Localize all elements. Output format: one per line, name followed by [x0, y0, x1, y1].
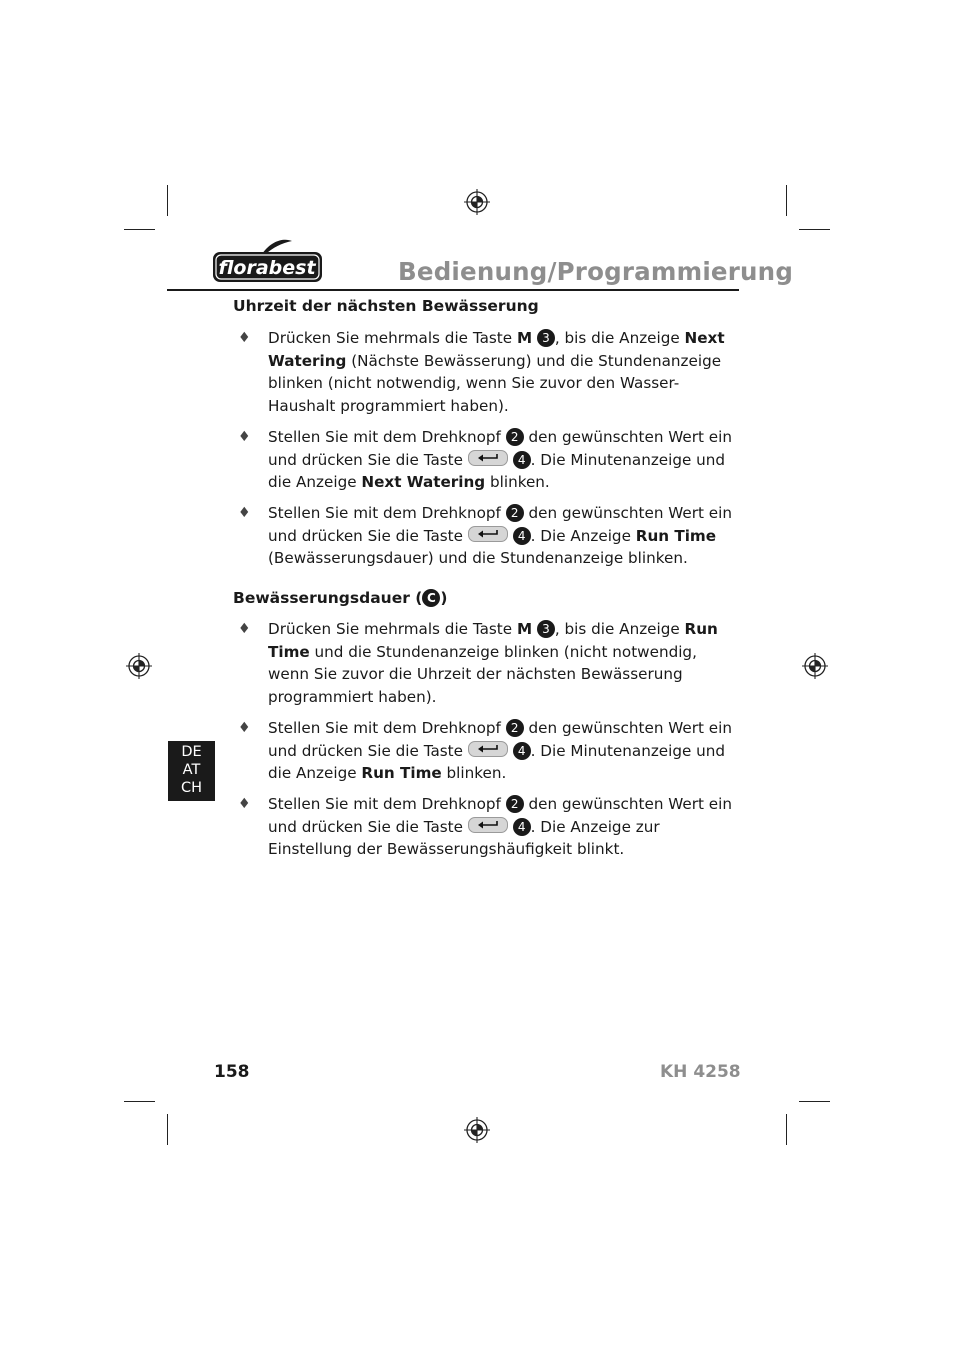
number-badge: 2 — [506, 719, 524, 737]
crop-mark — [167, 185, 168, 216]
number-badge: 4 — [513, 818, 531, 836]
crop-mark — [124, 229, 155, 230]
number-badge: 2 — [506, 428, 524, 446]
diamond-bullet-icon: ♦ — [238, 505, 251, 521]
list-item: Stellen Sie mit dem Drehknopf 2 den gewünschten Wert ein und drücken Sie die Taste 4 . Die Anzeige zur Einstellung der Bewässerungshäufigkeit blinkt. — [268, 795, 732, 859]
diamond-bullet-icon: ♦ — [238, 429, 251, 445]
diamond-bullet-icon: ♦ — [238, 621, 251, 637]
logo-text: florabest — [218, 257, 316, 279]
crop-mark — [799, 1101, 830, 1102]
enter-key-icon — [468, 817, 508, 833]
crop-mark — [124, 1101, 155, 1102]
list-item: Stellen Sie mit dem Drehknopf 2 den gewünschten Wert ein und drücken Sie die Taste 4 . Die Minutenanzeige und die Anzeige Run Time blinken. — [268, 719, 732, 783]
model-number: KH 4258 — [660, 1062, 741, 1082]
number-badge: 3 — [537, 620, 555, 638]
enter-key-icon — [468, 741, 508, 757]
enter-key-icon — [468, 526, 508, 542]
language-code: CH — [180, 780, 203, 796]
crop-mark — [799, 229, 830, 230]
diamond-bullet-icon: ♦ — [238, 330, 251, 346]
letter-badge: C — [422, 589, 440, 607]
registration-mark-icon — [464, 1117, 490, 1143]
number-badge: 4 — [513, 451, 531, 469]
registration-mark-icon — [126, 653, 152, 679]
number-badge: 4 — [513, 742, 531, 760]
language-code: AT — [182, 762, 201, 778]
header-divider — [167, 289, 739, 291]
list-item: Stellen Sie mit dem Drehknopf 2 den gewünschten Wert ein und drücken Sie die Taste 4 . Die Minutenanzeige und die Anzeige Next Watering blinken. — [268, 428, 732, 492]
number-badge: 2 — [506, 795, 524, 813]
list-item: Drücken Sie mehrmals die Taste M 3 , bis die Anzeige Next Watering (Nächste Bewässerung) und die Stundenanzeige blinken (nicht notwendig, wenn Sie zuvor den Wasser-Haushalt programmiert haben). — [268, 329, 725, 415]
registration-mark-icon — [802, 653, 828, 679]
list-item: Drücken Sie mehrmals die Taste M 3 , bis die Anzeige Run Time und die Stundenanzeige blinken (nicht notwendig, wenn Sie zuvor die Uhrzeit der nächsten Bewässerung programmiert haben). — [268, 620, 718, 706]
language-code: DE — [181, 744, 202, 760]
number-badge: 4 — [513, 527, 531, 545]
crop-mark — [167, 1114, 168, 1145]
section-heading: Bewässerungsdauer ( C ) — [233, 589, 448, 607]
florabest-logo — [212, 238, 324, 284]
registration-mark-icon — [464, 189, 490, 215]
number-badge: 3 — [537, 329, 555, 347]
enter-key-icon — [468, 450, 508, 466]
crop-mark — [786, 1114, 787, 1145]
language-tab — [168, 741, 215, 801]
page-number: 158 — [214, 1062, 250, 1082]
list-item: Stellen Sie mit dem Drehknopf 2 den gewünschten Wert ein und drücken Sie die Taste 4 . Die Anzeige Run Time (Bewässerungsdauer) und die Stundenanzeige blinken. — [268, 504, 732, 568]
section-heading: Uhrzeit der nächsten Bewässerung — [233, 297, 539, 315]
number-badge: 2 — [506, 504, 524, 522]
crop-mark — [786, 185, 787, 216]
page-title: Bedienung/Programmierung — [398, 257, 794, 286]
diamond-bullet-icon: ♦ — [238, 796, 251, 812]
diamond-bullet-icon: ♦ — [238, 720, 251, 736]
